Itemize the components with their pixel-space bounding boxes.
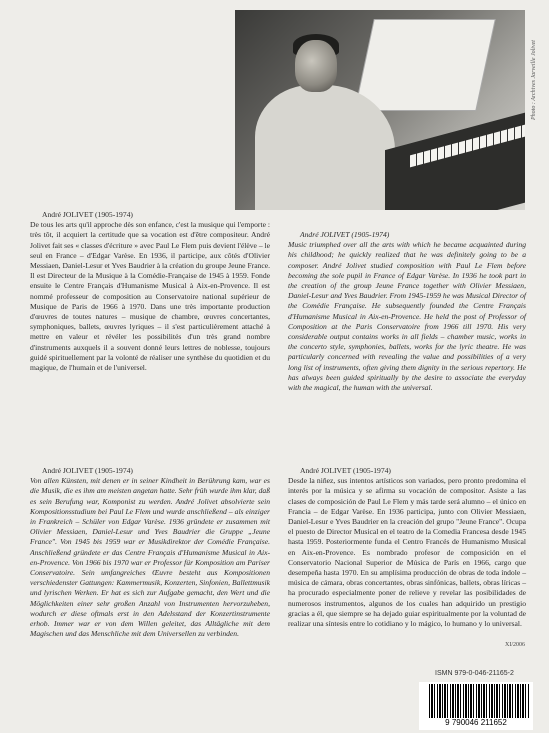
- english-text: Music triumphed over all the arts with which he became acquainted during his childhood; he quickly realized that he was definitely going to be a composer. André Jolivet studied composition with Paul Le Flem before becoming the sole pupil in France of Edgar Varèse. In 1936 he took part in the creation of the group Jeune France together with Olivier Messiaen, Daniel-Lesur and Yves Baudrier. From 1945-1959 he was Musical Director of the Comédie Française. He subsequently founded the Centre Français d'Humanisme Musical in Aix-en-Provence. He held the post of Professor of Composition at the Paris Conservatoire from 1966 till 1970. His very considerable output contains works in all fields – chamber music, works in the concerto style, symphonies, ballets, works for the lyric theatre. He was particularly concerned with revealing the value and possibilities of a very long list of instruments, often giving them dignity in the serious repertory. He has always been guided spiritually by the desire to associate the everyday with the magical, the human with the universal.: [288, 240, 526, 393]
- edition-code: XI/2006: [505, 642, 525, 648]
- music-score: [355, 20, 494, 110]
- spanish-text: Desde la niñez, sus intentos artísticos son variados, pero pronto predomina el interés por la música y se afirma su vocación de compositor. Asiste a las clases de composición de Paul Le Flem y más tarde será alumno – el único en Francia – de Edgar Varèse. En 1936 participa, junto con Olivier Messiaen, Daniel-Lesur e Yves Baudrier en la creación del grupo "Jeune France". Ocupa el puesto de Director Musical en el teatro de la Comedia Francesa desde 1945 hasta 1959. Posteriormente funda el Centro Francés de Humanismo Musical en Aix-en-Provence. Es nombrado profesor de composición en el Conservatorio Nacional Superior de Música de París en 1966, cargo que desempeña hasta 1970. En su amplísima producción de obras de toda índole – música de cámara, obras concertantes, obras sinfónicas, ballets, obras líricas – ha procurado especialmente poner de relieve y revelar las posibilidades de numerosos instrumentos, algunos de los cuales han adquirido un prestigio gracias a él, que siempre se ha dejado guiar espiritualmente por la voluntad de realizar una síntesis entre lo cotidiano y lo mágico, lo humano y lo universal.: [288, 476, 526, 629]
- german-heading: André JOLIVET (1905-1974): [42, 466, 133, 475]
- barcode: [419, 682, 533, 730]
- english-heading: André JOLIVET (1905-1974): [300, 230, 390, 239]
- composer-head: [295, 40, 337, 92]
- spanish-biography: [288, 466, 526, 629]
- piano: [385, 110, 525, 210]
- german-text: Von allen Künsten, mit denen er in seiner Kindheit in Berührung kam, war es die Musik, die es ihm am meisten angetan hatte. Sehr früh wurde ihm klar, daß es sein Berufung war, Komponist zu werden. André Jolivet absolvierte sein Kompositionsstudium bei Paul Le Flem und wurde anschließend – als einziger in Frankreich – Schüler von Edgar Varèse. 1936 gründete er zusammen mit Olivier Messiaen, Daniel-Lesur und Yves Baudrier die Gruppe „Jeune France". Von 1945 bis 1959 war er Musikdirektor der Comédie Française. Anschließend gründete er das Centre Français d'Humanisme Musical in Aix-en-Provence. Von 1966 bis 1970 war er Professor für Komposition am Pariser Conservatoire. Sein umfangreiches Œuvre besteht aus Kompositionen verschiedenster Gattungen: Kammermusik, Konzerten, Sinfonien, Ballettmusik und lyrischen Werken. Er hat es sich zur Aufgabe gemacht, den Wert und die Möglichkeiten einer sehr großen Anzahl von Instrumenten hervorzuheben, wodurch er diese oftmals erst in den Adelsstand der Konzertinstrumente erhob. Immer war er von dem Willen geleitet, das Alltägliche mit dem Magischen und das Menschliche mit dem Universellen zu verbinden.: [30, 476, 270, 639]
- barcode-bars: [429, 684, 529, 718]
- ismn-number: ISMN 979-0-046-21165-2: [435, 670, 514, 677]
- photo-credit: Photo : Archives Jarveille Jolivet: [531, 40, 537, 120]
- spanish-heading: André JOLIVET (1905-1974): [300, 466, 391, 475]
- french-text: De tous les arts qu'il approche dès son enfance, c'est la musique qui l'emporte : très tôt, il acquiert la certitude que sa vocation est d'être compositeur. André Jolivet fait ses « classes d'écriture » avec Paul Le Flem puis devient l'élève – le seul en France – d'Edgar Varèse. En 1936, il participe, aux côtés d'Olivier Messiaen, Daniel-Lesur et Yves Baudrier à la création du groupe Jeune France. Il est Directeur de la Musique à la Comédie-Française de 1945 à 1959. Fonde ensuite le Centre Français d'Humanisme Musical à Aix-en-Provence. Il est nommé professeur de composition au Conservatoire national supérieur de Musique de Paris de 1966 à 1970. Dans une très importante production d'œuvres de toutes natures – musique de chambre, œuvres concertantes, symphoniques, ballets, œuvres lyriques – il s'est particulièrement attaché à mettre en valeur et révéler les possibilités d'un très grand nombre d'instruments auxquels il a souvent donné leurs lettres de noblesse, toujours guidé spirituellement par la volonté de réaliser une synthèse du quotidien et du magique, de l'humain et de l'universel.: [30, 220, 270, 373]
- composer-photo: [235, 10, 525, 210]
- french-heading: André JOLIVET (1905-1974): [42, 210, 133, 219]
- english-biography: [288, 230, 526, 393]
- composer-figure: [255, 85, 395, 210]
- french-biography: [30, 210, 270, 373]
- german-biography: [30, 466, 270, 639]
- barcode-number: 9 790046 211652: [445, 718, 507, 727]
